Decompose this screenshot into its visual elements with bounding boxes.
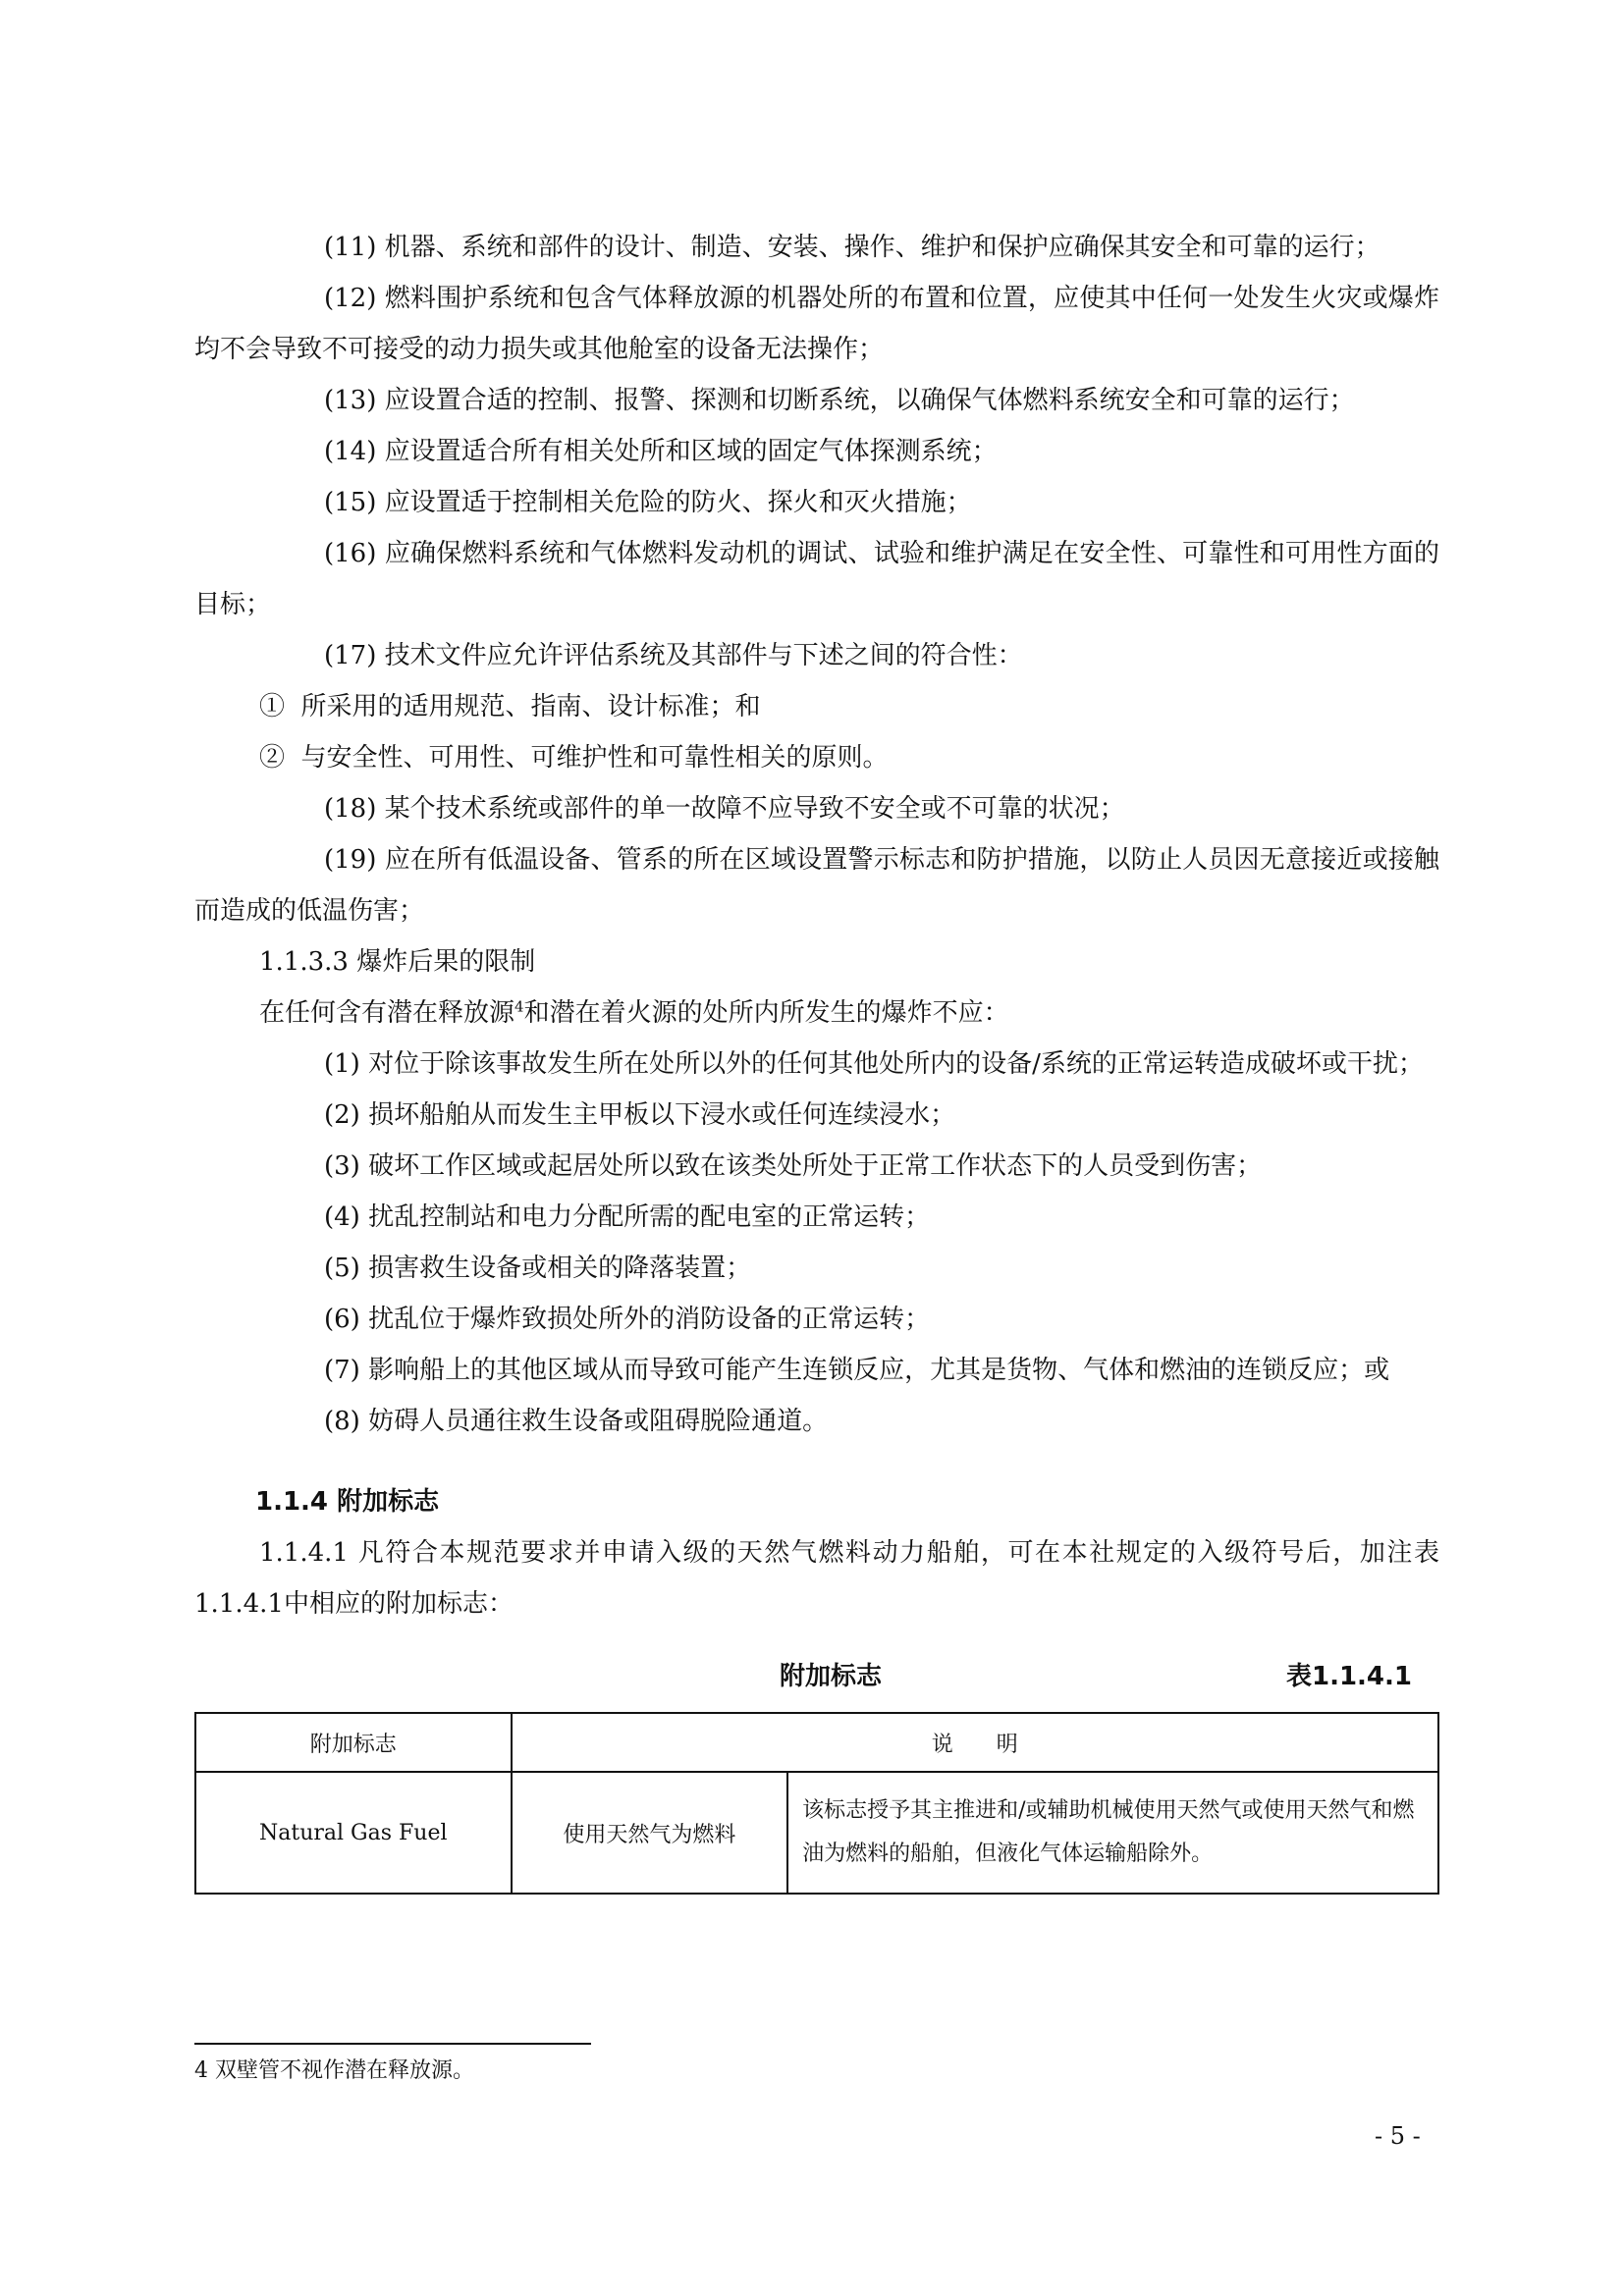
list-item: (11) 机器、系统和部件的设计、制造、安装、操作、维护和保护应确保其安全和可靠的运行； [324,233,1380,262]
list-item: (13) 应设置合适的控制、报警、探测和切断系统，以确保气体燃料系统安全和可靠的运行； [324,386,1355,415]
list-item: (1) 对位于除该事故发生所在处所以外的任何其他处所内的设备/系统的正常运转造成破坏或干扰； [324,1049,1424,1079]
section-heading-114: 1.1.4 附加标志 [255,1487,440,1517]
cell-description: 该标志授予其主推进和/或辅助机械使用天然气或使用天然气和燃油为燃料的船舶，但液化气体运输船除外。 [787,1772,1438,1894]
list-item: (17) 技术文件应允许评估系统及其部件与下述之间的符合性： [324,641,1023,670]
list-item: (19) 应在所有低温设备、管系的所在区域设置警示标志和防护措施，以防止人员因无意接近或接触而造成的低温伤害； [194,845,1439,926]
list-item: (8) 妨碍人员通往救生设备或阻碍脱险通道。 [324,1407,829,1436]
explosion-intro: 在任何含有潜在释放源$^4$和潜在着火源的处所内所发生的爆炸不应： [259,997,1009,1028]
list-item: (14) 应设置适合所有相关处所和区域的固定气体探测系统； [324,437,998,466]
list-item: (3) 破坏工作区域或起居处所以致在该类处所处于正常工作状态下的人员受到伤害； [324,1151,1263,1181]
table-header-row [195,1713,1438,1772]
page-number: - 5 - [1375,2122,1421,2150]
circled-item: ① 所采用的适用规范、指南、设计标准；和 [259,692,761,721]
footnote-divider [194,2043,591,2045]
header-explanation: 说 明 [512,1713,1438,1772]
list-item: (4) 扰乱控制站和电力分配所需的配电室的正常运转； [324,1202,931,1232]
circled-item: ② 与安全性、可用性、可维护性和可靠性相关的原则。 [259,743,889,773]
header-notation: 附加标志 [195,1713,512,1772]
list-item: (16) 应确保燃料系统和气体燃料发动机的调试、试验和维护满足在安全性、可靠性和可用性方面的目标； [194,539,1439,619]
cell-notation: Natural Gas Fuel [195,1772,512,1894]
list-item: (15) 应设置适于控制相关危险的防火、探火和灭火措施； [324,488,972,517]
paragraph-1141: 1.1.4.1 凡符合本规范要求并申请入级的天然气燃料动力船舶，可在本社规定的入级符号后，加注表1.1.4.1中相应的附加标志： [194,1538,1439,1619]
table-title: 附加标志 [780,1662,883,1691]
list-item: (2) 损坏船舶从而发生主甲板以下浸水或任何连续浸水； [324,1100,956,1130]
footnote-ref[interactable]: 4 [514,997,524,1016]
notation-table [194,1712,1439,1895]
footnote: 4 双壁管不视作潜在释放源。 [194,2058,474,2083]
list-item: (7) 影响船上的其他区域从而导致可能产生连锁反应，尤其是货物、气体和燃油的连锁反应；或 [324,1356,1390,1385]
section-heading-1133: 1.1.3.3 爆炸后果的限制 [259,947,536,977]
list-item: (12) 燃料围护系统和包含气体释放源的机器处所的布置和位置，应使其中任何一处发生火灾或爆炸均不会导致不可接受的动力损失或其他舱室的设备无法操作； [194,284,1439,364]
table-caption [194,1651,1439,1702]
list-item: (18) 某个技术系统或部件的单一故障不应导致不安全或不可靠的状况； [324,794,1125,824]
table-number: 表1.1.4.1 [1286,1662,1412,1691]
list-item: (5) 损害救生设备或相关的降落装置； [324,1254,752,1283]
document-body [194,222,1439,1895]
cell-meaning: 使用天然气为燃料 [512,1772,788,1894]
table-row [195,1772,1438,1894]
list-item: (6) 扰乱位于爆炸致损处所外的消防设备的正常运转； [324,1305,931,1334]
